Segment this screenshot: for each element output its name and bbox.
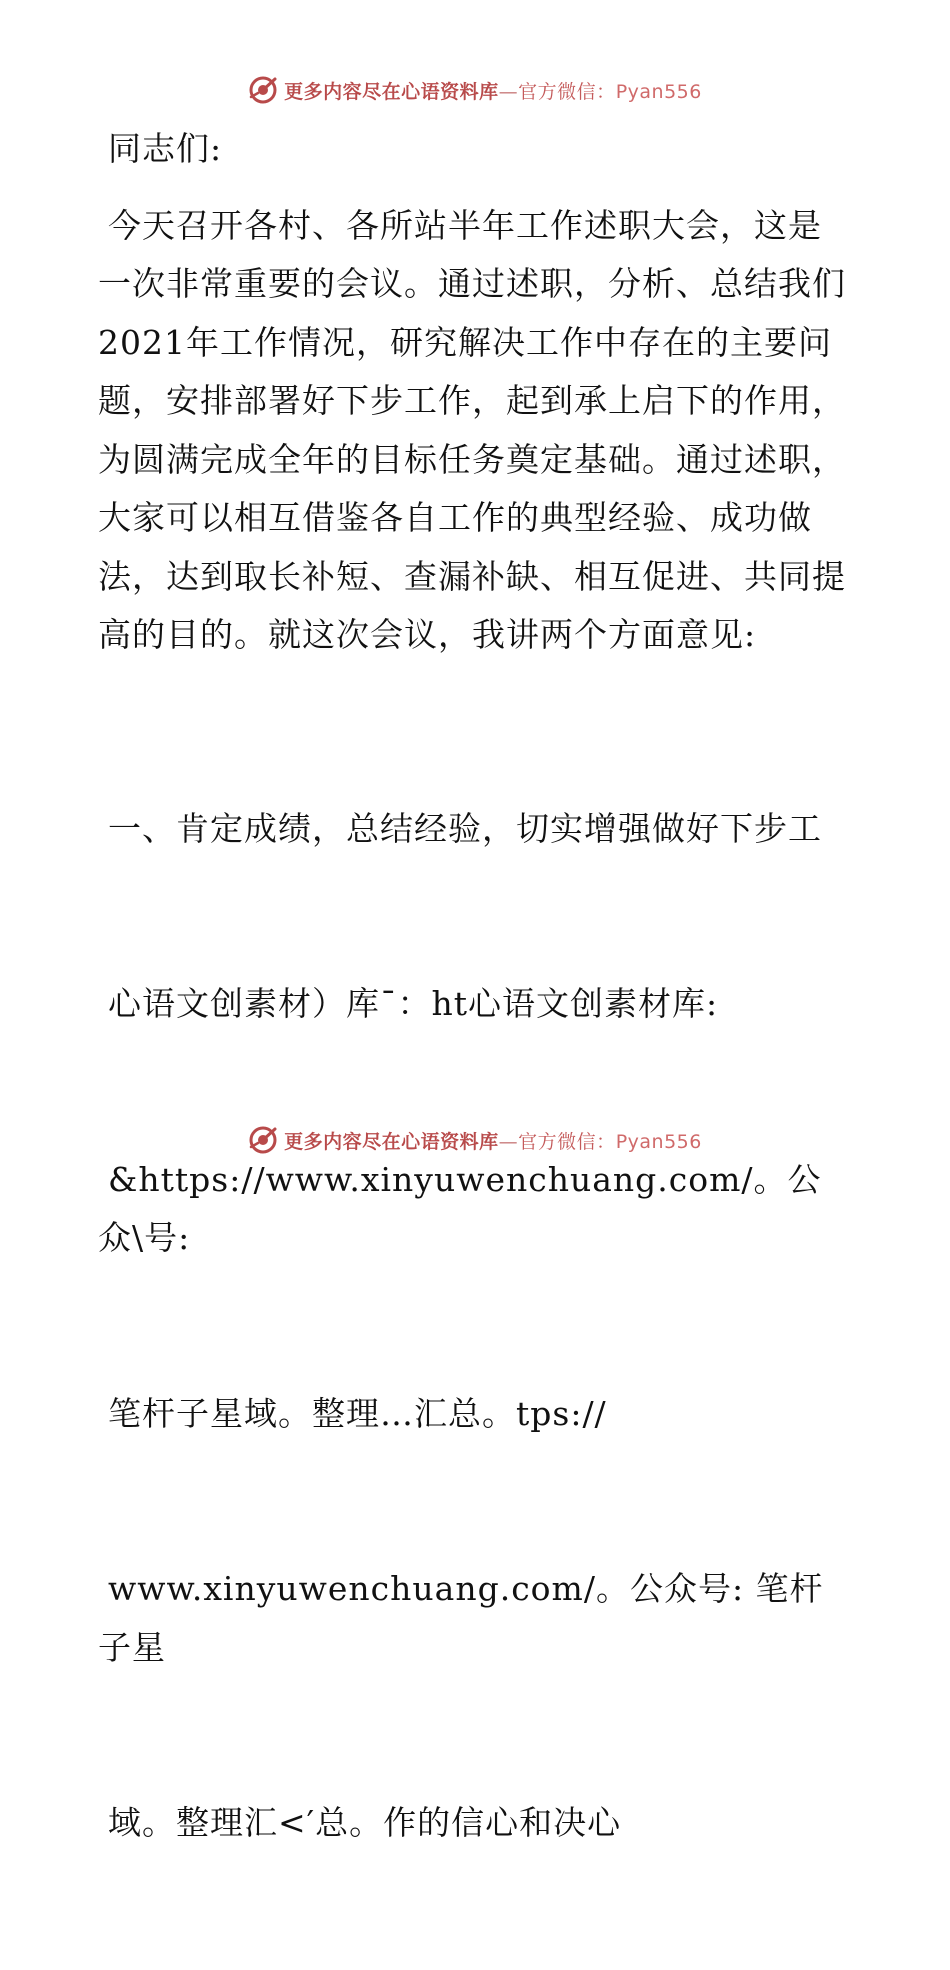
- header-banner: [0, 70, 950, 110]
- section-one-line-6: 域。整理汇<′总。作的信心和决心: [108, 1803, 622, 1842]
- banner-main-text: 更多内容尽在心语资料库: [284, 80, 499, 103]
- banner-text: [284, 1127, 702, 1154]
- banner-separator: —: [498, 80, 519, 103]
- paragraph-section-one: [98, 683, 850, 1970]
- seal-pen-logo-icon: [248, 75, 278, 105]
- section-one-line-5: www.xinyuwenchuang.com/。公众号: 笔杆子星: [98, 1569, 824, 1667]
- footer-banner: [0, 1120, 950, 1160]
- banner-wechat-handle: Pyan556: [615, 80, 702, 103]
- document-body: [98, 120, 850, 1970]
- seal-pen-logo-icon: [248, 1125, 278, 1155]
- banner-wechat-label: 官方微信：: [518, 1130, 616, 1153]
- section-one-line-4: 笔杆子星域。整理…汇总。tps://: [108, 1393, 607, 1433]
- banner-main-text: 更多内容尽在心语资料库: [284, 1130, 499, 1153]
- greeting: 同志们:: [108, 129, 223, 168]
- section-one-line-2: 心语文创素材）库¯：ht心语文创素材库:: [108, 984, 719, 1023]
- section-one-line-3: &https://www.xinyuwenchuang.com/。公众\号:: [98, 1159, 822, 1257]
- banner-text: [284, 77, 702, 104]
- banner-separator: —: [498, 1130, 519, 1153]
- banner-wechat-label: 官方微信：: [518, 80, 616, 103]
- section-one-line-1: 一、肯定成绩，总结经验，切实增强做好下步工: [108, 808, 822, 848]
- banner-wechat-handle: Pyan556: [615, 1130, 702, 1153]
- paragraph-intro: 今天召开各村、各所站半年工作述职大会，这是一次非常重要的会议。通过述职，分析、总结我们2021年工作情况，研究解决工作中存在的主要问题，安排部署好下步工作，起到承上启下的作用，为圆满完成全年的目标任务奠定基础。通过述职，大家可以相互借鉴各自工作的典型经验、成功做法，达到取长补短、查漏补缺、相互促进、共同提高的目的。就这次会议，我讲两个方面意见:: [98, 205, 846, 654]
